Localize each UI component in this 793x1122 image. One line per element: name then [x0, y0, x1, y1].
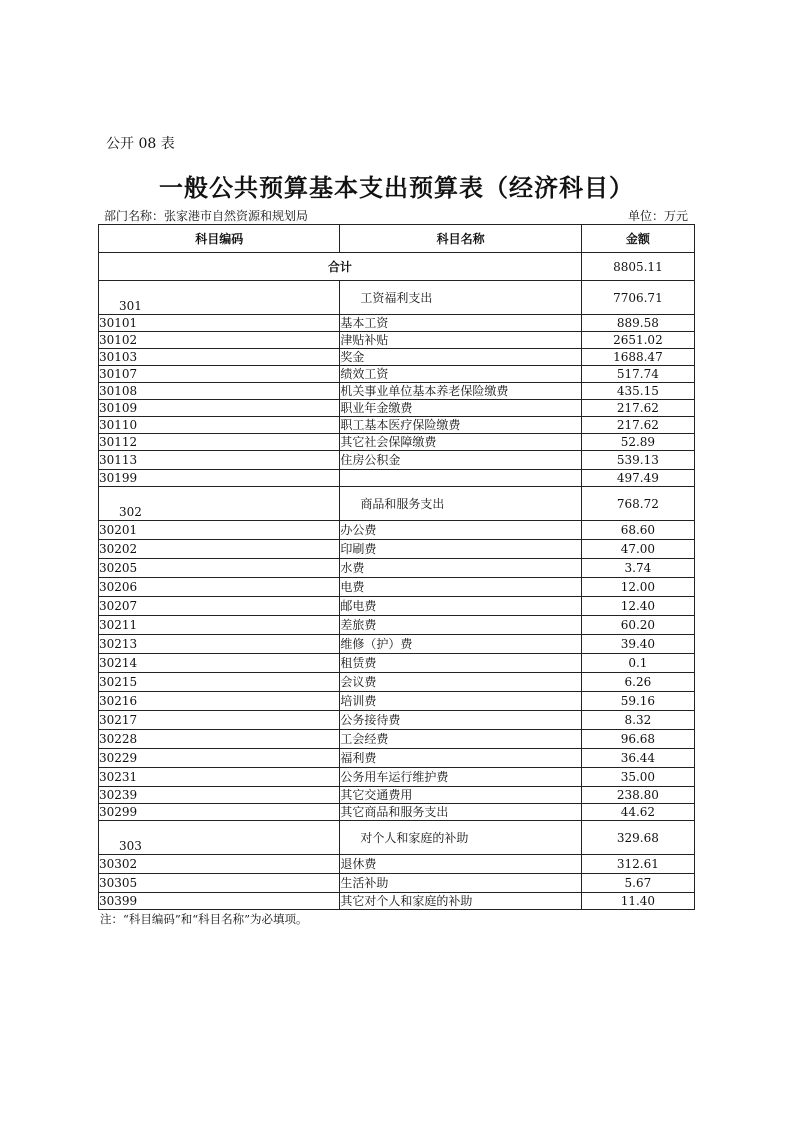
table-row [99, 417, 695, 434]
item-amount: 39.40 [581, 635, 694, 654]
item-name: 差旅费 [340, 616, 581, 635]
page-title: 一般公共预算基本支出预算表（经济科目） [159, 174, 634, 202]
item-code: 30102 [99, 332, 340, 349]
item-code: 30205 [99, 559, 340, 578]
item-name: 公务用车运行维护费 [340, 768, 581, 787]
item-name: 津贴补贴 [340, 332, 581, 349]
item-amount: 238.80 [581, 787, 694, 804]
item-code: 30201 [99, 521, 340, 540]
item-code: 30112 [99, 434, 340, 451]
item-code: 30101 [99, 315, 340, 332]
table-row [99, 315, 695, 332]
item-amount: 6.26 [581, 673, 694, 692]
group-code: 302 [99, 487, 340, 521]
item-name [340, 470, 581, 487]
table-row [99, 434, 695, 451]
item-amount: 60.20 [581, 616, 694, 635]
item-name: 办公费 [340, 521, 581, 540]
item-code: 30211 [99, 616, 340, 635]
item-amount: 5.67 [581, 874, 694, 893]
item-name: 基本工资 [340, 315, 581, 332]
item-amount: 44.62 [581, 804, 694, 821]
item-code: 30239 [99, 787, 340, 804]
item-name: 其它商品和服务支出 [340, 804, 581, 821]
item-amount: 435.15 [581, 383, 694, 400]
group-code: 301 [99, 281, 340, 315]
item-name: 退休费 [340, 855, 581, 874]
group-name: 工资福利支出 [340, 281, 581, 315]
item-amount: 35.00 [581, 768, 694, 787]
department-name: 部门名称：张家港市自然资源和规划局 [104, 209, 309, 223]
group-amount: 768.72 [581, 487, 694, 521]
item-name: 电费 [340, 578, 581, 597]
table-row [99, 635, 695, 654]
item-code: 30399 [99, 893, 340, 910]
item-amount: 2651.02 [581, 332, 694, 349]
table-row [99, 559, 695, 578]
item-name: 住房公积金 [340, 451, 581, 470]
table-row [99, 521, 695, 540]
item-amount: 217.62 [581, 417, 694, 434]
group-name: 商品和服务支出 [340, 487, 581, 521]
item-code: 30217 [99, 711, 340, 730]
item-amount: 312.61 [581, 855, 694, 874]
item-amount: 517.74 [581, 366, 694, 383]
table-row [99, 855, 695, 874]
table-row [99, 578, 695, 597]
item-code: 30213 [99, 635, 340, 654]
item-amount: 96.68 [581, 730, 694, 749]
item-code: 30107 [99, 366, 340, 383]
table-row [99, 804, 695, 821]
group-amount: 7706.71 [581, 281, 694, 315]
item-code: 30214 [99, 654, 340, 673]
table-row [99, 893, 695, 910]
item-amount: 11.40 [581, 893, 694, 910]
table-row [99, 366, 695, 383]
table-row [99, 654, 695, 673]
item-amount: 217.62 [581, 400, 694, 417]
item-code: 30110 [99, 417, 340, 434]
item-name: 绩效工资 [340, 366, 581, 383]
table-row [99, 768, 695, 787]
table-row [99, 616, 695, 635]
item-amount: 68.60 [581, 521, 694, 540]
item-name: 邮电费 [340, 597, 581, 616]
item-amount: 47.00 [581, 540, 694, 559]
item-code: 30231 [99, 768, 340, 787]
item-name: 生活补助 [340, 874, 581, 893]
item-amount: 36.44 [581, 749, 694, 768]
header-amount: 金额 [581, 225, 694, 253]
total-row [99, 253, 695, 281]
item-amount: 497.49 [581, 470, 694, 487]
item-amount: 12.00 [581, 578, 694, 597]
item-code: 30199 [99, 470, 340, 487]
item-name: 公务接待费 [340, 711, 581, 730]
item-name: 其它交通费用 [340, 787, 581, 804]
group-row [99, 281, 695, 315]
item-name: 福利费 [340, 749, 581, 768]
table-row [99, 673, 695, 692]
table-row [99, 692, 695, 711]
table-row [99, 874, 695, 893]
item-name: 租赁费 [340, 654, 581, 673]
item-name: 印刷费 [340, 540, 581, 559]
item-amount: 1688.47 [581, 349, 694, 366]
item-code: 30109 [99, 400, 340, 417]
table-row [99, 332, 695, 349]
table-row [99, 451, 695, 470]
table-row [99, 730, 695, 749]
footnote: 注：“科目编码”和“科目名称”为必填项。 [100, 912, 308, 926]
total-amount: 8805.11 [581, 253, 694, 281]
item-amount: 889.58 [581, 315, 694, 332]
header-name: 科目名称 [340, 225, 581, 253]
item-code: 30229 [99, 749, 340, 768]
item-name: 机关事业单位基本养老保险缴费 [340, 383, 581, 400]
form-number: 公开 08 表 [106, 136, 175, 152]
item-code: 30228 [99, 730, 340, 749]
item-name: 奖金 [340, 349, 581, 366]
item-name: 职业年金缴费 [340, 400, 581, 417]
table-header-row [99, 225, 695, 253]
item-name: 水费 [340, 559, 581, 578]
item-code: 30305 [99, 874, 340, 893]
group-amount: 329.68 [581, 821, 694, 855]
table-row [99, 711, 695, 730]
table-row [99, 349, 695, 366]
item-amount: 52.89 [581, 434, 694, 451]
budget-table [98, 224, 695, 910]
group-row [99, 821, 695, 855]
table-row [99, 749, 695, 768]
item-code: 30215 [99, 673, 340, 692]
table-row [99, 540, 695, 559]
group-name: 对个人和家庭的补助 [340, 821, 581, 855]
item-name: 其它对个人和家庭的补助 [340, 893, 581, 910]
item-code: 30299 [99, 804, 340, 821]
group-row [99, 487, 695, 521]
item-code: 30216 [99, 692, 340, 711]
table-row [99, 787, 695, 804]
item-name: 职工基本医疗保险缴费 [340, 417, 581, 434]
item-name: 会议费 [340, 673, 581, 692]
item-code: 30207 [99, 597, 340, 616]
item-code: 30206 [99, 578, 340, 597]
item-code: 30302 [99, 855, 340, 874]
item-name: 培训费 [340, 692, 581, 711]
item-amount: 8.32 [581, 711, 694, 730]
table-row [99, 597, 695, 616]
item-code: 30108 [99, 383, 340, 400]
group-code: 303 [99, 821, 340, 855]
item-name: 维修（护）费 [340, 635, 581, 654]
item-code: 30103 [99, 349, 340, 366]
table-row [99, 383, 695, 400]
header-code: 科目编码 [99, 225, 340, 253]
item-code: 30113 [99, 451, 340, 470]
item-amount: 59.16 [581, 692, 694, 711]
item-amount: 12.40 [581, 597, 694, 616]
item-amount: 0.1 [581, 654, 694, 673]
item-code: 30202 [99, 540, 340, 559]
table-row [99, 470, 695, 487]
table-row [99, 400, 695, 417]
unit-label: 单位：万元 [627, 209, 688, 223]
item-amount: 539.13 [581, 451, 694, 470]
total-label: 合计 [99, 253, 582, 281]
item-amount: 3.74 [581, 559, 694, 578]
item-name: 工会经费 [340, 730, 581, 749]
item-name: 其它社会保障缴费 [340, 434, 581, 451]
